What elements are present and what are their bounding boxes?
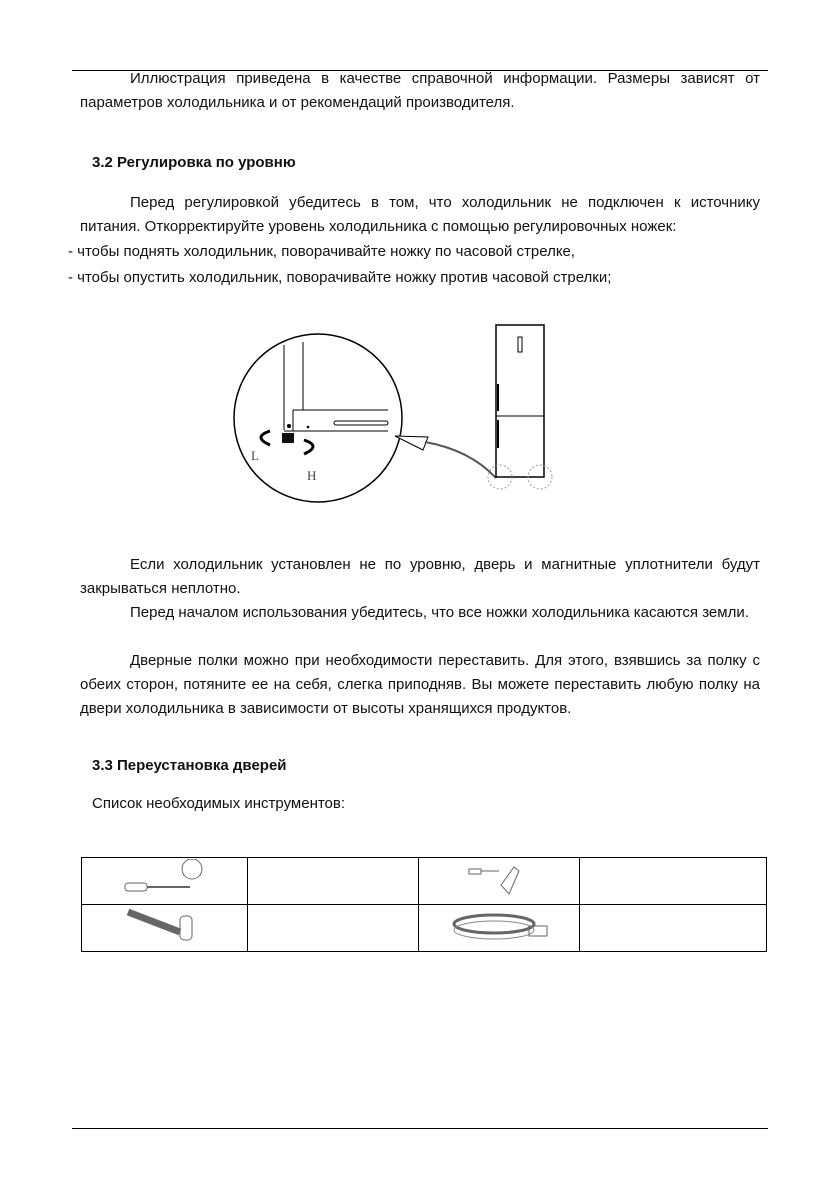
- tape-roll-icon: [419, 905, 580, 952]
- bullet-lower: - чтобы опустить холодильник, поворачивайте ножку против часовой стрелки;: [68, 269, 612, 286]
- label-l: L: [251, 448, 259, 463]
- leveling-figure: [220, 310, 580, 520]
- refrigerator-drawing: [488, 325, 552, 489]
- rotate-arrow-icon: [261, 431, 270, 445]
- door-shelves-paragraph: Дверные полки можно при необходимости переставить. Для этого, взявшись за полку с обеих сторон, потяните ее на себя, слегка приподняв. Вы можете переставить любую полку на двери холодильника в зависимости от высоты хранящихся продуктов.: [80, 652, 760, 717]
- rotate-arrow-icon: [304, 440, 313, 454]
- table-row: [82, 905, 767, 952]
- hammer-icon: [82, 905, 248, 952]
- feet-check-paragraph: Перед началом использования убедитесь, что все ножки холодильника касаются земли.: [130, 604, 749, 621]
- intro-paragraph: Иллюстрация приведена в качестве справочной информации. Размеры зависят от параметров холодильника и от рекомендаций производителя.: [80, 70, 760, 111]
- bullet-raise: - чтобы поднять холодильник, поворачивайте ножку по часовой стрелке,: [68, 243, 576, 260]
- section-heading-3-3: 3.3 Переустановка дверей: [92, 757, 287, 774]
- putty-knife-icon: [419, 858, 580, 905]
- tools-table: [81, 857, 767, 952]
- table-row: [82, 858, 767, 905]
- screwdriver-icon: [82, 858, 248, 905]
- bottom-rule: [72, 1128, 768, 1129]
- label-h: H: [307, 468, 317, 483]
- section-heading-3-2: 3.2 Регулировка по уровню: [92, 154, 296, 171]
- leg-detail-circle: [234, 334, 402, 502]
- level-warning-paragraph: Если холодильник установлен не по уровню, дверь и магнитные уплотнители будут закрываться неплотно.: [80, 556, 760, 597]
- tools-intro: Список необходимых инструментов:: [92, 795, 346, 812]
- leveling-foot: [282, 433, 294, 443]
- leveling-paragraph: Перед регулировкой убедитесь в том, что холодильник не подключен к источнику питания. Откорректируйте уровень холодильника с помощью регулировочных ножек:: [80, 194, 760, 235]
